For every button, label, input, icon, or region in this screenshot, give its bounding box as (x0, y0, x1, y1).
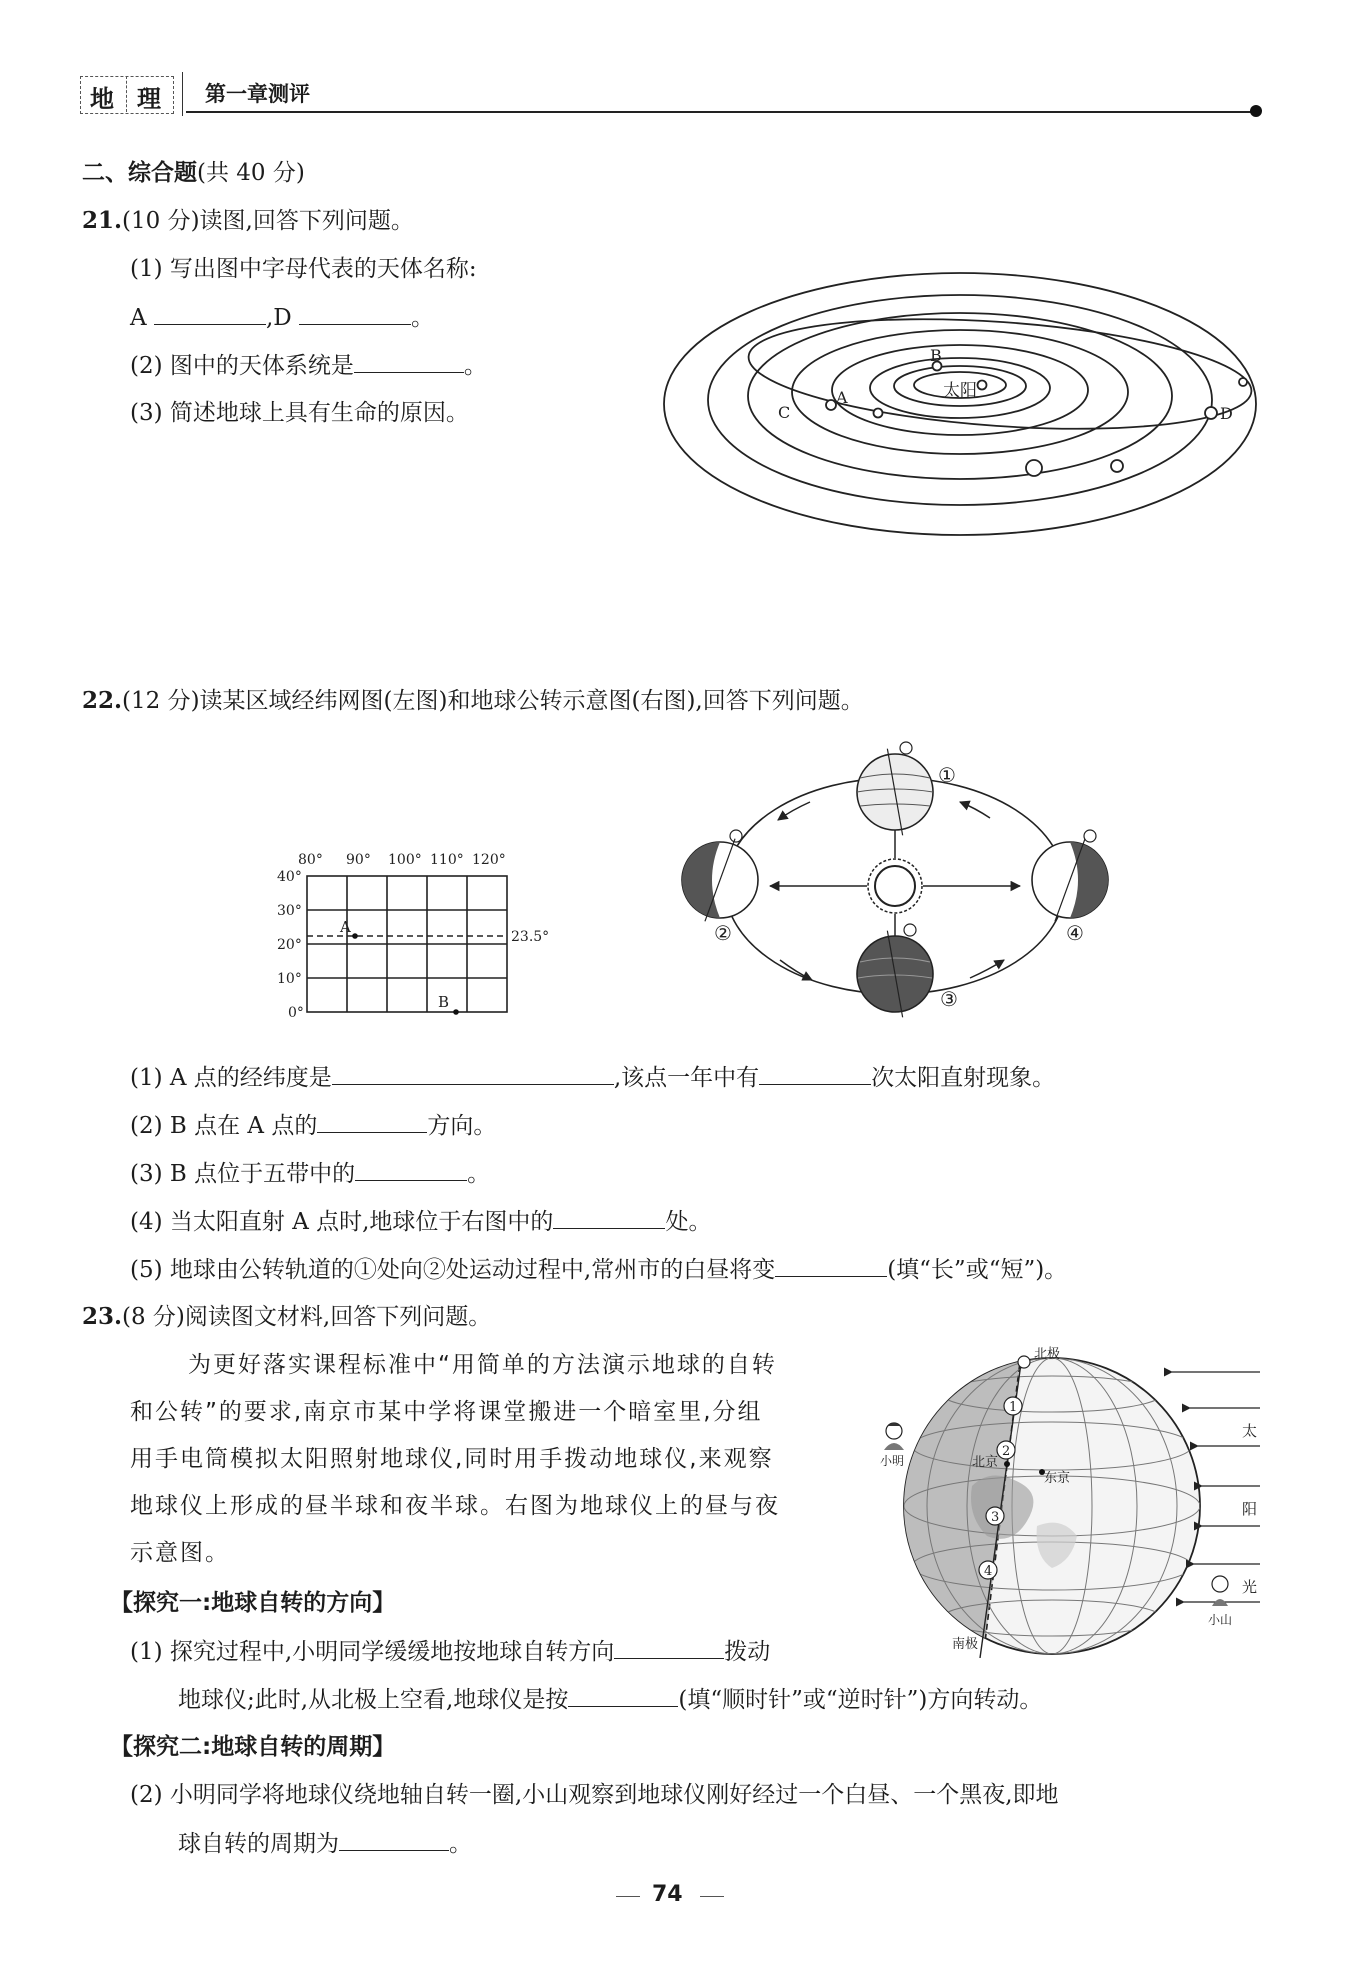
globe-beijing-label: 北京 (972, 1455, 999, 1470)
lat-30: 30° (277, 903, 302, 919)
q21-intro: (10 分)读图,回答下列问题。 (122, 208, 414, 234)
q21-label-d: ,D (265, 305, 292, 331)
explore-1-title: 【探究一:地球自转的方向】 (110, 1590, 396, 1616)
page-number: 74 (652, 1882, 683, 1907)
globe-n4: 4 (984, 1564, 993, 1579)
q22-p2-text: (2) B 点在 A 点的 (130, 1113, 318, 1139)
q23-e1-l1-end: 拨动 (724, 1639, 771, 1665)
lon-120: 120° (472, 852, 506, 868)
planet-a (826, 400, 836, 410)
explore-2-title: 【探究二:地球自转的周期】 (110, 1734, 396, 1760)
lon-110: 110° (430, 852, 464, 868)
q22-number: 22. (82, 687, 123, 714)
label-xiaoshan: 小山 (1208, 1613, 1233, 1627)
q22-p1-text: (1) A 点的经纬度是 (130, 1065, 332, 1091)
q23-e2-blank[interactable] (339, 1828, 449, 1851)
q23-material (130, 1342, 870, 1577)
planet-small (874, 409, 883, 418)
q22-part5 (130, 1254, 1067, 1285)
q22-p4-end: 处。 (665, 1209, 712, 1235)
orbit-label-3: ③ (940, 987, 958, 1011)
earth-position-2 (682, 830, 758, 921)
planet-large (1026, 460, 1042, 476)
q22-p5-text: (5) 地球由公转轨道的①处向②处运动过程中,常州市的白昼将变 (130, 1257, 776, 1283)
footer-dash-left (616, 1896, 640, 1897)
lat-40: 40° (277, 869, 302, 885)
lat-20: 20° (277, 937, 302, 953)
orbit-label-2: ② (714, 921, 732, 945)
q21-answer-a-blank[interactable] (154, 302, 266, 325)
globe-tokyo-label: 东京 (1044, 1471, 1071, 1486)
q22-p1-blank-a[interactable] (332, 1062, 614, 1085)
comet-orbit (745, 305, 1255, 444)
footer-dash-right (700, 1896, 724, 1897)
label-a: A (836, 388, 848, 407)
point-a-label: A (340, 918, 351, 936)
q23-e2-end: 。 (449, 1831, 472, 1857)
q22-p3-text: (3) B 点位于五带中的 (130, 1161, 356, 1187)
q22-p1-mid: ,该点一年中有 (613, 1065, 760, 1091)
header-subject-2: 理 (137, 85, 161, 113)
chapter-title: 第一章测评 (205, 82, 310, 106)
q23-e1-l2: 地球仪;此时,从北极上空看,地球仪是按 (178, 1687, 569, 1713)
planet-d (1205, 407, 1217, 419)
label-xiaoming: 小明 (880, 1454, 905, 1468)
header-subject-1: 地 (90, 85, 114, 113)
solar-system-figure (660, 268, 1260, 540)
section-title-block (82, 158, 305, 188)
q23-part1-line2 (178, 1684, 1042, 1715)
earth-orbit-figure (670, 740, 1126, 1052)
lon-90: 90° (346, 852, 371, 868)
q21-part2 (130, 350, 487, 381)
q22-p4-text: (4) 当太阳直射 A 点时,地球位于右图中的 (130, 1209, 554, 1235)
q22-p2-end: 方向。 (427, 1113, 497, 1139)
q23-para-line-4: 地球仪上形成的昼半球和夜半球。右图为地球仪上的昼与夜 (130, 1493, 780, 1519)
lon-100: 100° (388, 852, 422, 868)
q23-para-line-3: 用手电筒模拟太阳照射地球仪,同时用手拨动地球仪,来观察 (130, 1446, 774, 1472)
label-b: B (930, 346, 942, 365)
earth-position-1 (857, 742, 933, 835)
earth-position-4 (1032, 830, 1108, 921)
q23-part2-line1: (2) 小明同学将地球仪绕地轴自转一圈,小山观察到地球仪刚好经过一个白昼、一个黑夜,即地 (130, 1782, 1059, 1808)
globe-south-label: 南极 (952, 1637, 979, 1652)
sun-symbol (868, 859, 922, 913)
section-points: (共 40 分) (197, 160, 305, 186)
sunlight-char-2: 阳 (1242, 1500, 1258, 1518)
lon-80: 80° (298, 852, 323, 868)
q22-p3-blank[interactable] (355, 1158, 467, 1181)
q21-part1-answers (130, 302, 434, 333)
q22-p1-end: 次太阳直射现象。 (871, 1065, 1056, 1091)
q22-part3 (130, 1158, 490, 1189)
section-title: 二、综合题 (82, 160, 197, 186)
globe-day-night-figure (872, 1346, 1272, 1658)
q22-p3-end: 。 (467, 1161, 491, 1187)
sunlight-char-1: 太 (1242, 1422, 1258, 1440)
q22-p5-blank[interactable] (775, 1254, 887, 1277)
q22-p4-blank[interactable] (553, 1206, 665, 1229)
tropic-label: 23.5° (511, 929, 550, 945)
header-divider (182, 72, 183, 116)
earth-position-3 (857, 924, 933, 1017)
globe-n2: 2 (1002, 1444, 1011, 1459)
header-rule-dot (1250, 105, 1262, 117)
q21-part2-text: (2) 图中的天体系统是 (130, 353, 354, 379)
q23-para-line-1: 为更好落实课程标准中“用简单的方法演示地球的自转 (188, 1352, 777, 1378)
point-b-marker (453, 1009, 459, 1015)
q22-p1-blank-b[interactable] (759, 1062, 871, 1085)
label-d: D (1220, 404, 1233, 423)
q21-p1-end: 。 (411, 305, 435, 331)
orbit-label-4: ④ (1066, 921, 1084, 945)
q23-intro: (8 分)阅读图文材料,回答下列问题。 (122, 1304, 492, 1330)
orbit-label-1: ① (938, 763, 956, 787)
label-c: C (778, 403, 791, 422)
q22-p5-end: (填“长”或“短”)。 (887, 1257, 1068, 1283)
lat-10: 10° (277, 971, 302, 987)
q21-number: 21. (82, 207, 123, 234)
latlon-grid-figure (262, 846, 562, 1026)
q23-part2-line2 (178, 1828, 472, 1859)
q21-intro-line (82, 206, 414, 236)
globe-north-label: 北极 (1034, 1347, 1061, 1362)
q21-label-a: A (130, 305, 147, 331)
lat-0: 0° (288, 1005, 304, 1021)
point-b-label: B (438, 993, 450, 1011)
q23-e1-l2-end: (填“顺时针”或“逆时针”)方向转动。 (678, 1687, 1043, 1713)
q23-e2-l2: 球自转的周期为 (178, 1831, 339, 1857)
q21-part2-end: 。 (463, 353, 487, 379)
point-a-marker (352, 933, 358, 939)
q21-part2-blank[interactable] (354, 350, 464, 373)
header-subject-divider (126, 76, 127, 112)
q21-part3: (3) 简述地球上具有生命的原因。 (130, 400, 469, 426)
globe-n1: 1 (1009, 1400, 1018, 1415)
q22-part4 (130, 1206, 711, 1237)
q21-part1: (1) 写出图中字母代表的天体名称: (130, 256, 477, 282)
q23-e1-blank-b[interactable] (568, 1684, 678, 1707)
q23-part1-line1 (130, 1636, 770, 1667)
globe-n3: 3 (991, 1510, 1000, 1525)
q22-part1 (130, 1062, 1055, 1093)
q22-intro-line (82, 686, 864, 716)
q22-intro: (12 分)读某区域经纬网图(左图)和地球公转示意图(右图),回答下列问题。 (122, 688, 864, 714)
q23-e1-blank-a[interactable] (614, 1636, 724, 1659)
planet-7 (1111, 460, 1123, 472)
q21-answer-d-blank[interactable] (299, 302, 411, 325)
q22-p2-blank[interactable] (317, 1110, 427, 1133)
q23-para-line-5: 示意图。 (130, 1540, 230, 1566)
q23-e1-l1: (1) 探究过程中,小明同学缓缓地按地球自转方向 (130, 1639, 615, 1665)
sunlight-char-3: 光 (1242, 1578, 1258, 1596)
q23-number: 23. (82, 1303, 123, 1330)
q23-intro-line (82, 1302, 491, 1332)
sun-label: 太阳 (943, 381, 977, 401)
header-rule (186, 111, 1258, 113)
comet (1239, 378, 1247, 386)
planet-inner (978, 381, 987, 390)
q22-part2 (130, 1110, 496, 1141)
q23-para-line-2: 和公转”的要求,南京市某中学将课堂搬进一个暗室里,分组 (130, 1399, 763, 1425)
